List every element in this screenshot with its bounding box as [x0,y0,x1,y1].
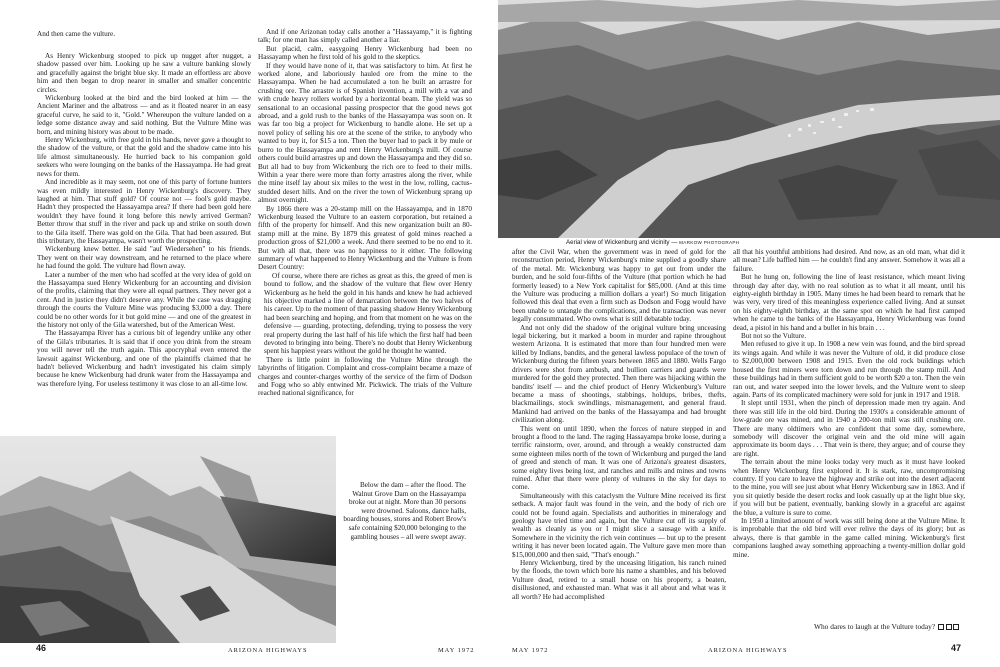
article-column-3 [512,248,726,634]
footer-date-right: MAY 1972 [512,647,549,654]
paragraph: This went on until 1890, when the forces of nature stepped in and brought a flood to the land. The raging Hassayampa broke loose, during a terrific rainstorm, over, around, and through a weakly constructed dam some eighteen miles north of the town of Wickenburg and purged the land of greed and stench of man. It was one of Arizona's greatest disasters, some eighty lives being lost, and ranches and mills and mines and towns ruined. After that there were plenty of vultures in the sky for days to come. [512,424,726,492]
end-mark-square [953,624,959,630]
aerial-wickenburg-photo [498,0,1000,238]
end-mark-square [946,624,952,630]
paragraph: And then came the vulture. [37,30,116,38]
paragraph: Men refused to give it up. In 1908 a new vein was found, and the bird spread its wings again. And while it was never the Vulture of old, it did produce close to $2,000,000 between 1908 and 1915. Even the old rock buildings which housed the first miners were torn down and run through the stamp mill. And these buildings had in them sufficient gold to be worth $20 a ton. Then the vein ran out, and water seeped into the lower levels, and the Vulture went to sleep again. Parts of its complicated machinery were sold for junk in 1917 and 1918. [733,340,965,399]
paragraph: Wickenburg looked at the bird and the bird looked at him — the Ancient Mariner and the albatross — and as it floated nearer in an easy graceful curve, he said to it, "Gold." Whereupon the vulture landed on a ledge some distance away and said nothing. But the Vulture Mine was born, and mining history was about to be made. [37,94,251,136]
paragraph: Later a number of the men who had scoffed at the very idea of gold on the Hassayampa sued Henry Wickenburg for an accounting and division of the profits, claiming that they were all equal partners. They never got a cent. And in justice they didn't deserve any. While the case was dragging through the courts the Vulture Mine was producing $3,000 a day. There could be no other words for it but gold mine — and one of the greatest in the history not only of the Gila watershed, but of the American West. [37,270,251,329]
paragraph: It slept until 1931, when the pinch of depression made men try again. And there was still life in the old bird. During the 1930's a considerable amount of low-grade ore was mined, and in 1940 a 200-ton mill was still crushing ore. There are many oldtimers who are confident that some day, somewhere, somebody will discover the original vein and the old mine will again approximate its boom days . . . That vein is there, they argue; and of course they are right. [733,399,965,458]
paragraph: But he hung on, following the line of least resistance, which meant living through day after day, with no real solution as to what it all meant, until his eighty-eighth birthday in 1905. Many times he had been heard to remark that he was very, very tired of this meaningless experience called living. And at sunset on his eighty-eighth birthday, at the same spot on which he had first camped when he came to the banks of the Hassayampa, Henry Wickenburg was found dead, a pistol in his hand and a bullet in his brain . . . [733,273,965,332]
paragraph: In 1950 a limited amount of work was still being done at the Vulture Mine. It is improbable that the old bird will ever relive the days of its glory; but as always, there is that gamble in the game called mining. Wickenburg's first companions laughed away something approaching a twenty-million dollar gold mine. [733,517,965,559]
article-column-2 [258,28,472,436]
paragraph: The terrain about the mine looks today very much as it must have looked when Henry Wickenburg first explored it. It is stark, raw, uncompromising country. If you care to leave the highway and strike out into the desert adjacent to the mine, you will see just about what Henry Wickenburg saw in 1863. And if you sit quietly beside the desert rocks and look casually up at the light blue sky, if you will but be patient, eventually, banking slowly in a graceful arc against the blue, a vulture is sure to come. [733,458,965,517]
footer-magazine-left: ARIZONA HIGHWAYS [228,647,308,654]
paragraph: As Henry Wickenburg stooped to pick up nugget after nugget, a shadow passed over him. Looking up he saw a vulture banking slowly and gracefully against the bright blue sky. It made an effortless arc above him and then began to drop nearer in smaller and smaller concentric circles. [37,52,251,94]
closing-text: Who dares to laugh at the Vulture today? [814,622,936,631]
paragraph: Henry Wickenburg, tired by the unceasing litigation, his ranch ruined by the floods, the town which bore his name a shambles, and his beloved Vulture dead, retired to a small house on his property, a beaten, disillusioned, and exhausted man. What was it all about and what was it all worth? He had accomplished [512,559,726,601]
paragraph: There is little point in following the Vulture Mine through the labyrinths of litigation. Complaint and cross-complaint became a maze of charges and counter-charges worthy of the service of the firm of Dodson and Fogg who so ably entwined Mr. Pickwick. The trials of the Vulture reached national significance, for [258,355,472,398]
article-column-1 [37,30,251,425]
paragraph: The Hassayampa River has a curious bit of legendry unlike any other of the Gila's tributaries. It is said that if once you drink from the stream you will never tell the truth again. This apocryphal even entered the lawsuit against Wickenburg, and one of the plaintiffs claimed that he hadn't believed Wickenburg and hadn't investigated his claim simply because he knew Wickenburg had drunk water from the Hassayampa and was therefore lying. For useless testimony it was close to an all-time low. [37,329,251,388]
aerial-caption-text: Aerial view of Wickenburg and vicinity — [566,239,678,246]
footer-date-left: MAY 1972 [438,647,475,654]
paragraph: And not only did the shadow of the original vulture bring unceasing legal bickering, but it marked a boom in murder and rapine throughout western Arizona. It is estimated that more than four hundred men were killed by Indians, bandits, and the general lawless populace of the town of Wickenburg during the fifteen years between 1865 and 1880. Wells Fargo drivers were shot from ambush, and bullion carriers and guards were murdered for the gold they protected. Then there was hijacking within the bandits' itself — and the chief product of Henry Wickenburg's Vulture became a mass of shootings, stabbings, holdups, bribes, thefts, blackmailings, stock swindlings, mismanagement, and general fraud. Mankind had arrived on the banks of the Hassayampa and had brought civilization along. [512,323,726,425]
paragraph: all that his youthful ambitions had desired. And now, as an old man, what did it all mean? Life baffled him — he couldn't find any answer. Somehow it was all a failure. [733,248,965,273]
paragraph: Wickenburg knew better. He said "auf Wiedersehen" to his friends. They went on their way downstream, and he returned to the place where he had found the gold. The vulture had flown away. [37,245,251,271]
paragraph: after the Civil War, when the government was in need of gold for the reconstruction period, Henry Wickenburg's mine supplied a goodly share of the metal. Mr. Wickenburg was happy to get out from under the burden, and he sold four-fifths of the Vulture (that portion which he had formerly leased) to a New York capitalist for $85,000. (And at this time the Vulture was producing a million dollars a year!) So much litigation followed this deal that even a firm such as Dodson and Fogg would have been unable to untangle the complications, and the transaction was never legally consummated. Who owns what is still debatable today. [512,248,726,324]
article-column-4 [733,248,965,614]
paragraph: Simultaneously with this cataclysm the Vulture Mine received its first setback. A major fault was found in the vein, and the body of rich ore could not be found again. Specialists and authorities in mineralogy and geology have tried time and again, but the Vulture cut off its supply of wealth as cleanly as you or I might slice a sausage with a knife. Somewhere in the vicinity the rich vein continues — but up to the present writing it has never been located again. The Vulture gave men more than $15,000,000 and then said, "That's enough." [512,491,726,559]
aerial-photo-caption [566,239,946,246]
paragraph: By 1866 there was a 20-stamp mill on the Hassayampa, and in 1870 Wickenburg leased the Vulture to an eastern corporation, but retained a fifth of the property for himself. And this new organization built an 80-stamp mill at the mine. By 1879 this greatest of gold mines reached a production gross of $21,000 a week. And there seemed to be no end to it. But with all that, there was no happiness to it either. The following summary of what happened to Henry Wickenburg and the Vulture is from Desert Country: [258,204,472,272]
paragraph: If they would have none of it, that was satisfactory to him. At first he worked alone, and laboriously hauled ore from the mine to the Hassayampa. When he had accumulated a ton he built an arrastre for crushing ore. The arrastre is of Spanish invention, a mill with a vat and with crude heavy rollers worked by a horizontal beam. The yield was so sensational to an occasional passing prospector that the good news got abroad, and a gold rush to the banks of the Hassayampa was soon on. It was far too big a project for Wickenburg to handle alone. He set up a novel policy of selling his ore at the scene of the strike, to anybody who wanted to buy it, for $15 a ton. Then the buyer had to pack it by mule or burro to the Hassayampa and rent Henry Wickenburg's mill. Of course others could build arrastres up and down the Hassayampa and they did so. But all had to buy from Wickenburg the rich ore to feed to their mills. Within a year there were more than forty arrastres along the river, while the mine itself lay about six miles to the west in the low, rolling, cactus-studded desert hills. And on the river the town of Wickenburg sprang up almost overnight. [258,61,472,205]
paragraph: Henry Wickenburg, with free gold in his hands, never gave a thought to the shadow of the vulture, or that the gold and the shadow came into his life almost simultaneously. He hurried back to his companion gold seekers who were lounging on the banks of the Hassayampa. He had great news for them. [37,136,251,178]
footer-magazine-right: ARIZONA HIGHWAYS [708,647,788,654]
aerial-photo-credit: MARKOW PHOTOGRAPH [679,240,740,245]
paragraph: But placid, calm, easygoing Henry Wickenburg had been no Hassayamp when he first told of his gold to the skeptics. [258,44,472,62]
paragraph: Of course, where there are riches as great as this, the greed of men is bound to follow, and the shadow of the vulture that flew over Henry Wickenburg as he held the gold in his hands and knew he had achieved his objective marked a line of demarcation between the two halves of his career. Up to the moment of that passing shadow Henry Wickenburg had been searching and hoping, and from that moment on he was on the defensive — guarding, protecting, defending, trying to possess the very real property during the last half of his life which the first half had been devoted to bringing into being. There's no doubt that Henry Wickenburg spent his happiest years without the gold he thought he wanted. [264,271,472,356]
paragraph: And incredible as it may seem, not one of this party of fortune hunters was even mildly interested in Henry Wickenburg's discovery. They laughed at him. That stuff gold? Of course not — fool's gold maybe. Hadn't they prospected the Hassayampa area? If there had been gold here wouldn't they have found it long before this newly arrived German? Better throw that stuff in the river and pack up and strike on south down to the Gila itself. There was gold on the Gila. That had been assured. But this tributary, the Hassayampa, wasn't worth the prospecting. [37,178,251,245]
paragraph: But not so the Vulture. [741,332,807,341]
page-number-right: 47 [951,643,962,653]
page-number-left: 46 [36,643,47,653]
dam-flood-photo [0,436,336,643]
dam-photo-caption: Below the dam – after the flood. The Walnut Grove Dam on the Hassayampa broke out at night. More than 30 persons were drowned. Saloons, dance halls, boarding houses, stores and Robert Brow's safe containing $20,000 belonging to the gambling houses – all were swept away. [343,481,466,541]
dam-flood-image [0,436,336,643]
paragraph: And if one Arizonan today calls another a "Hassayamp," it is fighting talk; for one man has simply called another a liar. [258,28,472,45]
aerial-wickenburg-image [498,0,1000,238]
closing-line [814,622,959,631]
end-mark-square [938,624,944,630]
